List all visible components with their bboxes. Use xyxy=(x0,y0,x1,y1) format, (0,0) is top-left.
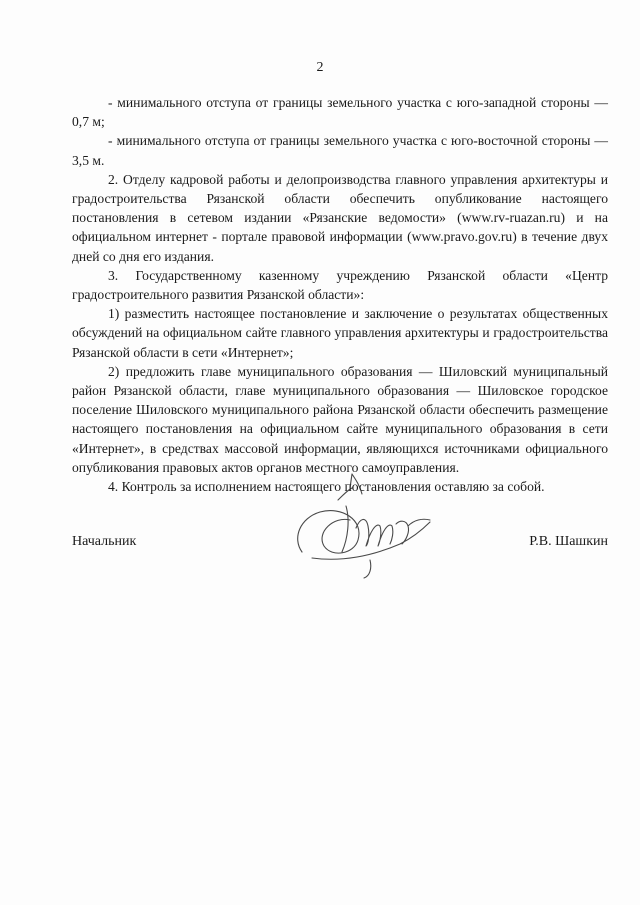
handwritten-signature xyxy=(272,460,452,580)
page-number: 2 xyxy=(316,60,324,75)
document-body xyxy=(72,93,608,496)
signer-position: Начальник xyxy=(72,534,137,549)
paragraph-item-2-publication: 2. Отделу кадровой работы и делопроизводства главного управления архитектуры и градостроительства Рязанской области обеспечить опубликование настоящего постановления в сетевом издании «Рязанские ведомости» (www.rv-ruazan.ru) и на официальном интернет - портале правовой информации (www.pravo.gov.ru) в течение двух дней со дня его издания. xyxy=(72,171,608,264)
paragraph-item-4-control: 4. Контроль за исполнением настоящего постановления оставляю за собой. xyxy=(108,479,545,495)
paragraph-setback-southwest: - минимального отступа от границы земельного участка с юго-западной стороны — 0,7 м; xyxy=(72,95,608,130)
paragraph-item-3-institution: 3. Государственному казенному учреждению Рязанской области «Центр градостроительного развития Рязанской области»: xyxy=(72,267,608,303)
paragraph-item-3-1-post-online: 1) разместить настоящее постановление и заключение о результатах общественных обсуждений на официальном сайте главного управления архитектуры и градостроительства Рязанской области в сети «Интернет»; xyxy=(72,306,608,360)
signer-name: Р.В. Шашкин xyxy=(529,534,608,549)
paragraph-item-3-2-municipal: 2) предложить главе муниципального образования — Шиловский муниципальный район Рязанской области, главе муниципального образования — Шиловское городское поселение Шиловского муниципального района Рязанской области обеспечить размещение настоящего постановления на официальном сайте муниципального образования в сети «Интернет», в средствах массовой информации, являющихся источниками официального опубликования правовых актов органов местного самоуправления. xyxy=(72,363,608,475)
paragraph-setback-southeast: - минимального отступа от границы земельного участка с юго-восточной стороны — 3,5 м. xyxy=(72,133,608,168)
signature-block xyxy=(72,528,608,558)
